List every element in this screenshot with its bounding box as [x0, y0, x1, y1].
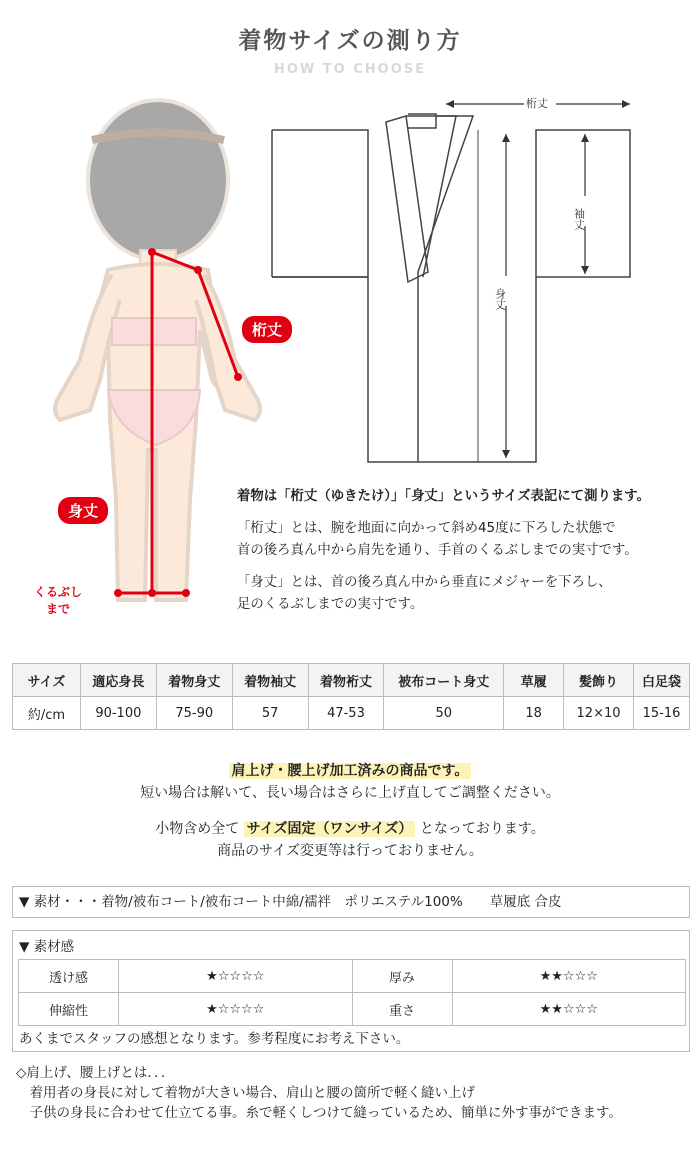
table-cell: 18 [504, 697, 564, 730]
page-subtitle: HOW TO CHOOSE [273, 62, 426, 77]
size-fixed-notice [0, 818, 700, 862]
kataage-explanation: ◇肩上げ、腰上げとは．．． 着用者の身長に対して着物が大きい場合、肩山と腰の箇所で軽く縫い上げ 子供の身長に合わせて仕立てる事。糸で軽くしつけて縫っているため、簡単に外す事ができます。 [16, 1065, 622, 1121]
texture-rating: ★★☆☆☆ [452, 960, 686, 993]
texture-rating: ★☆☆☆☆ [119, 993, 353, 1026]
explanation-lead: 着物は「桁丈（ゆきたけ）」「身丈」というサイズ表記にて測ります。 [237, 489, 650, 504]
table-cell: 57 [232, 697, 308, 730]
table-header-cell: 草履 [504, 664, 564, 697]
explanation-yuki: 「桁丈」とは、腕を地面に向かって斜め45度に下ろした状態で 首の後ろ真ん中から肩先を通り、手首のくるぶしまでの実寸です。 [237, 521, 638, 558]
table-cell: 47-53 [308, 697, 384, 730]
texture-heading: ▼ 素材感 [19, 939, 75, 955]
table-cell: 約/cm [13, 697, 81, 730]
texture-rating: ★★☆☆☆ [452, 993, 686, 1026]
table-row [19, 960, 686, 993]
table-header-cell: 被布コート身丈 [384, 664, 504, 697]
body-length-label: 身丈 [58, 497, 108, 524]
size-table-header [13, 664, 690, 697]
table-header-cell: 髪飾り [564, 664, 634, 697]
table-header-cell: 適応身長 [80, 664, 156, 697]
table-cell: 12×10 [564, 697, 634, 730]
kimono-yuki-label: 桁丈 [526, 97, 548, 110]
table-header-cell: サイズ [13, 664, 81, 697]
explanation-mitake: 「身丈」とは、首の後ろ真ん中から垂直にメジャーを下ろし、 足のくるぶしまでの実寸です。 [237, 575, 612, 612]
material-info: ▼ 素材・・・着物/被布コート/被布コート中綿/襦袢 ポリエステル100% 草履底 合皮 [12, 886, 690, 918]
table-cell: 50 [384, 697, 504, 730]
texture-label: 重さ [352, 993, 452, 1026]
table-cell: 90-100 [80, 697, 156, 730]
size-fixed-highlight: サイズ固定（ワンサイズ） [244, 821, 416, 837]
table-header-cell: 着物裄丈 [308, 664, 384, 697]
table-cell: 75-90 [156, 697, 232, 730]
table-header-cell: 白足袋 [634, 664, 690, 697]
ankle-label: くるぶし まで [34, 585, 83, 616]
texture-section [12, 930, 690, 1052]
measurement-explanation [237, 486, 697, 626]
texture-label: 透け感 [19, 960, 119, 993]
sleeve-length-label: 桁丈 [242, 316, 292, 343]
table-cell: 15-16 [634, 697, 690, 730]
alteration-highlight: 肩上げ・腰上げ加工済みの商品です。 [229, 763, 472, 779]
page-title: 着物サイズの測り方 [238, 28, 462, 54]
table-row [13, 697, 690, 730]
size-table [12, 663, 690, 730]
kimono-diagram [268, 92, 634, 467]
alteration-detail: 短い場合は解いて、長い場合はさらに上げ直してご調整ください。 [140, 785, 560, 801]
texture-table [18, 959, 686, 1026]
alteration-notice [0, 760, 700, 804]
size-fixed-detail: 商品のサイズ変更等は行っておりません。 [217, 843, 483, 859]
texture-label: 厚み [352, 960, 452, 993]
texture-note: あくまでスタッフの感想となります。参考程度にお考え下さい。 [19, 1031, 410, 1047]
table-header-cell: 着物身丈 [156, 664, 232, 697]
size-fixed-prefix: 小物含め全て [155, 821, 240, 837]
kimono-sode-label: 袖丈 [572, 208, 586, 230]
texture-label: 伸縮性 [19, 993, 119, 1026]
table-header-cell: 着物袖丈 [232, 664, 308, 697]
kimono-mitake-label: 身丈 [493, 288, 507, 310]
table-row [19, 993, 686, 1026]
texture-rating: ★☆☆☆☆ [119, 960, 353, 993]
size-fixed-suffix: となっております。 [419, 821, 545, 837]
